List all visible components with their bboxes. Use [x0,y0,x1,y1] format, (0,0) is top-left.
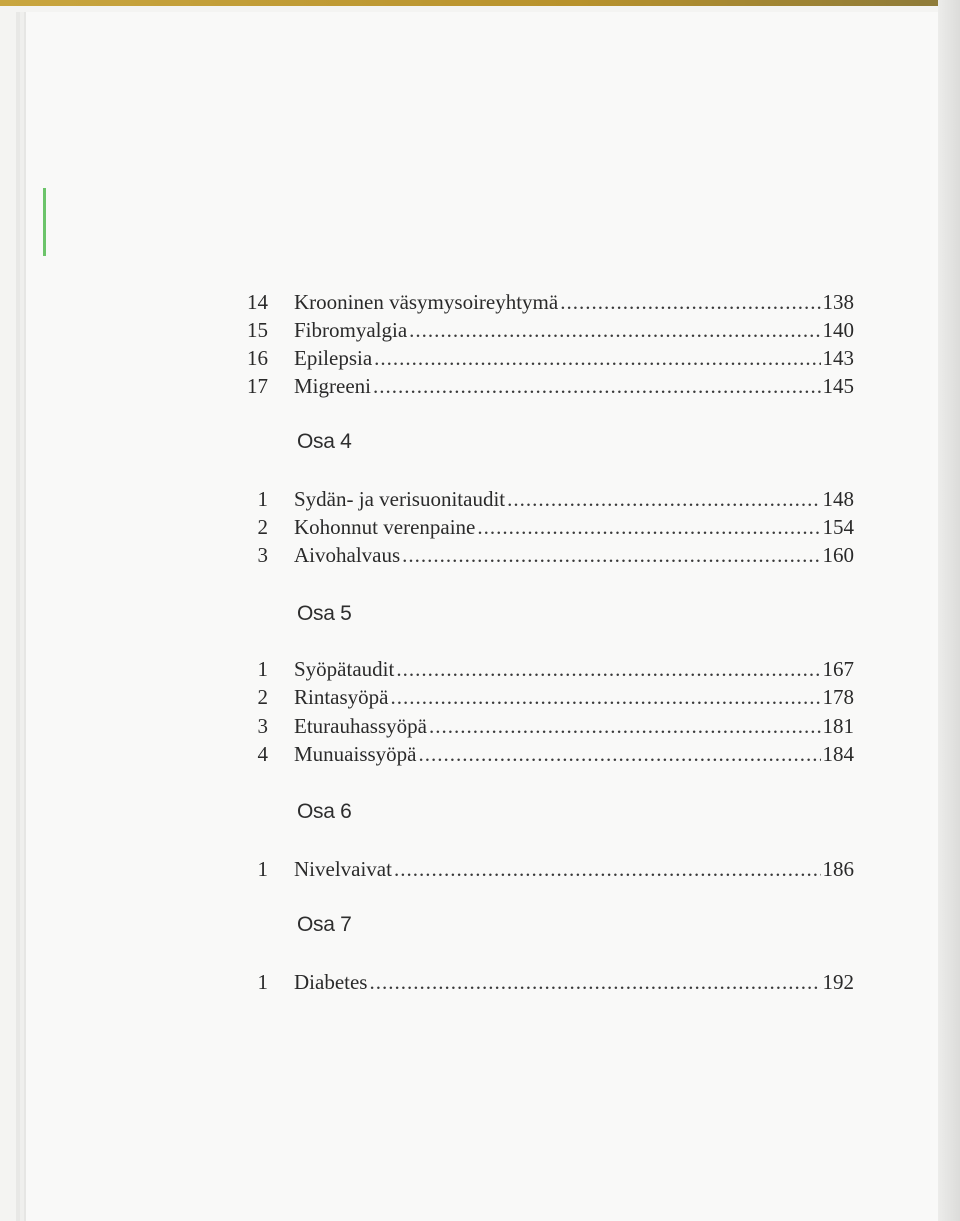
toc-entry-page: 167 [822,657,854,681]
toc-entry [236,513,854,541]
toc-entry-title: Aivohalvaus [294,543,401,567]
toc-entry-page: 140 [822,318,854,342]
toc-leader-dots [560,288,820,316]
toc-leader-dots [373,372,821,400]
toc-entry-number: 1 [257,970,268,994]
toc-entry-title: Rintasyöpä [294,685,389,709]
toc-entry [236,316,854,344]
toc-entry-page: 143 [822,346,854,370]
toc-entry-title: Nivelvaivat [294,857,392,881]
toc-entry-title: Eturauhassyöpä [294,714,427,738]
toc-entry-title: Kohonnut verenpaine [294,515,476,539]
toc-entry-page: 192 [822,970,854,994]
toc-entry-page: 138 [822,290,854,314]
toc-leader-dots [429,712,821,740]
toc-entry-title: Fibromyalgia [294,318,408,342]
section-heading-osa-6: Osa 6 [297,800,352,823]
toc-entry [236,968,854,996]
toc-entry-number: 16 [247,346,268,370]
toc-entry-title: Migreeni [294,374,371,398]
toc-entry-page: 154 [822,515,854,539]
toc-entry-page: 181 [822,714,854,738]
toc-entry-number: 4 [257,742,268,766]
toc-leader-dots [409,316,820,344]
toc-entry [236,740,854,768]
toc-entry [236,372,854,400]
toc-entry-number: 3 [257,714,268,738]
toc-leader-dots [394,855,821,883]
toc-leader-dots [391,683,821,711]
toc-entry-page: 178 [822,685,854,709]
toc-entry [236,485,854,513]
section-heading-osa-5: Osa 5 [297,602,352,625]
toc-entry-page: 186 [822,857,854,881]
toc-entry [236,655,854,683]
toc-leader-dots [396,655,820,683]
toc-entry-number: 14 [247,290,268,314]
toc-entry-page: 184 [822,742,854,766]
toc-entry-number: 1 [257,857,268,881]
toc-entry-title: Diabetes [294,970,368,994]
toc-leader-dots [477,513,820,541]
toc-leader-dots [419,740,821,768]
toc-entry [236,288,854,316]
toc-leader-dots [507,485,820,513]
toc-leader-dots [369,968,820,996]
toc-leader-dots [402,541,820,569]
toc-entry-number: 2 [257,515,268,539]
toc-entry-number: 15 [247,318,268,342]
section-heading-osa-4: Osa 4 [297,430,352,453]
toc-entry-number: 1 [257,487,268,511]
toc-entry-page: 148 [822,487,854,511]
toc-entry-number: 3 [257,543,268,567]
toc-leader-dots [374,344,820,372]
toc-entry [236,855,854,883]
toc-entry-number: 17 [247,374,268,398]
toc-entry-title: Epilepsia [294,346,373,370]
toc-entry [236,541,854,569]
toc-entry-title: Krooninen väsymysoireyhtymä [294,290,559,314]
section-heading-osa-7: Osa 7 [297,913,352,936]
toc-entry [236,712,854,740]
toc-entry-page: 145 [822,374,854,398]
toc-entry [236,683,854,711]
toc-entry-page: 160 [822,543,854,567]
toc-entry-number: 1 [257,657,268,681]
toc-entry-number: 2 [257,685,268,709]
toc-entry-title: Sydän- ja verisuonitaudit [294,487,506,511]
toc-entry-title: Syöpätaudit [294,657,395,681]
toc-entry-title: Munuaissyöpä [294,742,417,766]
toc-entry [236,344,854,372]
